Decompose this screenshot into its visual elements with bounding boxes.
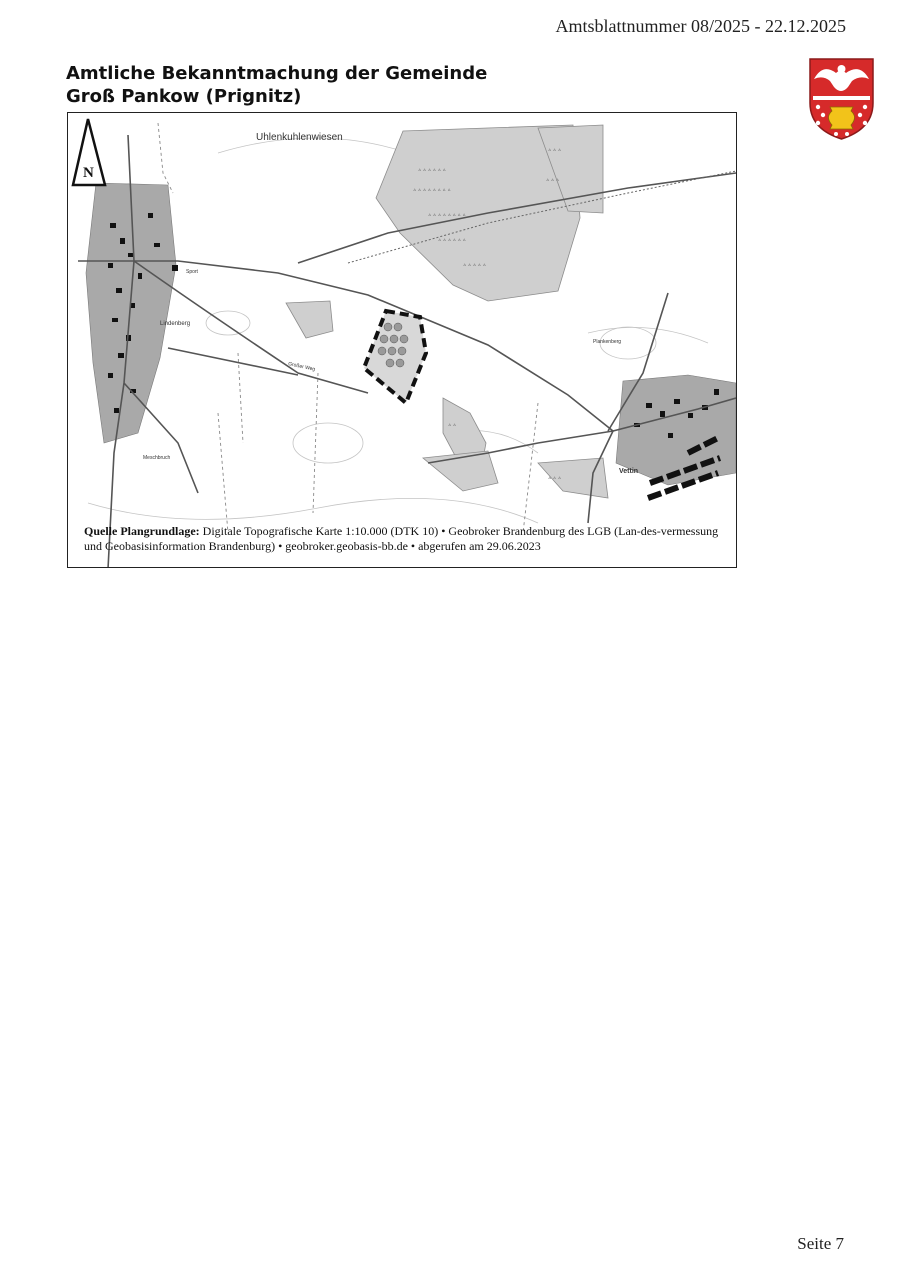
map-source-caption [84, 524, 726, 554]
map-label-grosser-weg: Großer Weg [287, 361, 316, 373]
north-arrow-label: N [83, 165, 94, 181]
map-label-vettin: Vettin [619, 468, 639, 475]
svg-text:ᐞ ᐞ ᐞ ᐞ ᐞ: ᐞ ᐞ ᐞ ᐞ ᐞ [463, 264, 486, 270]
map-source-caption-text: Digitale Topografische Karte 1:10.000 (DTK 10) • Geobroker Brandenburg des LGB (Lan-des-vermessung und Geobasisinformation Brandenburg) • geobroker.geobasis-bb.de • abgerufen am 29.06.2023 [84, 524, 719, 553]
svg-text:ᐞ ᐞ ᐞ ᐞ ᐞ ᐞ ᐞ ᐞ: ᐞ ᐞ ᐞ ᐞ ᐞ ᐞ ᐞ ᐞ [428, 214, 466, 220]
notice-title-line1: Amtliche Bekanntmachung der Gemeinde [66, 63, 488, 84]
notice-title [66, 62, 487, 108]
map-label-plankenberg: Plankenberg [593, 339, 622, 345]
notice-title-line2: Groß Pankow (Prignitz) [66, 86, 302, 107]
svg-text:ᐞ ᐞ ᐞ: ᐞ ᐞ ᐞ [548, 477, 562, 483]
map-source-caption-label: Quelle Plangrundlage: [84, 524, 200, 538]
svg-text:ᐞ ᐞ ᐞ ᐞ ᐞ ᐞ: ᐞ ᐞ ᐞ ᐞ ᐞ ᐞ [438, 239, 466, 245]
map-label-sport: Sport [186, 269, 198, 275]
svg-text:ᐞ ᐞ ᐞ: ᐞ ᐞ ᐞ [546, 179, 560, 185]
site-location-map [67, 112, 737, 568]
issue-number-date: Amtsblattnummer 08/2025 - 22.12.2025 [555, 16, 846, 36]
svg-text:ᐞ ᐞ ᐞ: ᐞ ᐞ ᐞ [548, 149, 562, 155]
svg-text:ᐞ ᐞ ᐞ ᐞ ᐞ ᐞ ᐞ ᐞ: ᐞ ᐞ ᐞ ᐞ ᐞ ᐞ ᐞ ᐞ [413, 189, 451, 195]
map-label-uhlenkuhlenwiesen: Uhlenkuhlenwiesen [256, 132, 343, 143]
map-label-meschbruch: Meschbruch [143, 455, 171, 461]
coat-of-arms-icon [808, 57, 875, 141]
page-number: Seite 7 [797, 1234, 844, 1253]
map-label-lindenberg: Lindenberg [160, 321, 191, 327]
svg-text:ᐞ ᐞ ᐞ ᐞ ᐞ ᐞ: ᐞ ᐞ ᐞ ᐞ ᐞ ᐞ [418, 169, 446, 175]
svg-text:ᐞ ᐞ: ᐞ ᐞ [448, 424, 457, 430]
